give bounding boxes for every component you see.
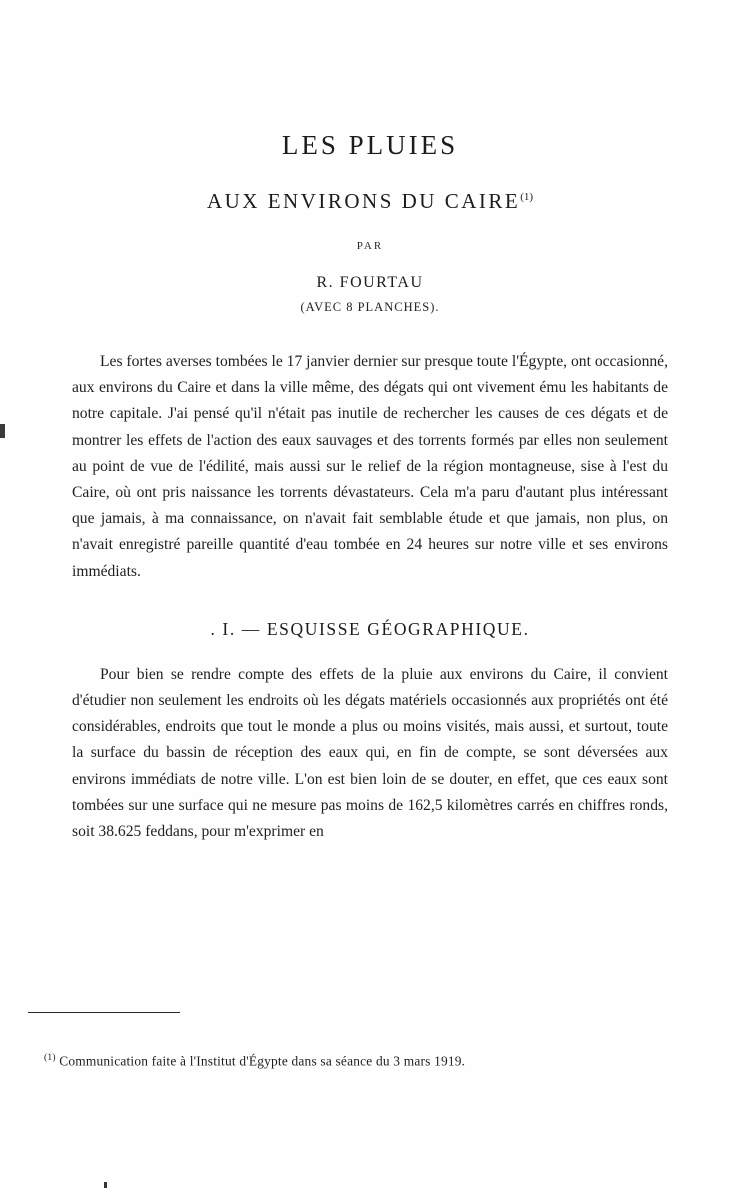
page-title: LES PLUIES — [281, 130, 459, 160]
section-heading: . I. — ESQUISSE GÉOGRAPHIQUE. — [210, 618, 530, 639]
footnote-divider — [28, 1012, 180, 1013]
footnote-marker: (1) — [44, 1053, 56, 1063]
footnote-text: Communication faite à l'Institut d'Égypte dans sa séance du 3 mars 1919. — [59, 1053, 466, 1069]
byline-label: PAR — [356, 240, 384, 252]
footnote-reference-marker: (1) — [520, 191, 534, 203]
page-subtitle-text: AUX ENVIRONS DU CAIRE — [206, 189, 521, 213]
author-name: R. FOURTAU — [316, 274, 424, 291]
page-edge-mark — [0, 424, 5, 438]
section-paragraph: Pour bien se rendre compte des effets de la pluie aux environs du Caire, il convient d'étudier non seulement les endroits où les dégats matériels occasionnés aux propriétés ont été considérables, endroits que tout le monde a plus ou moins visités, mais aussi, et surtout, toute la surface du bassin de réception des eaux qui, en fin de compte, se sont déversées aux environs immédiats de notre ville. L'on est bien loin de se douter, en effet, que ces eaux sont tombées sur une surface qui ne mesure pas moins de 162,5 kilomètres carrés en chiffres ronds, soit 38.625 feddans, pour m'exprimer en — [72, 665, 668, 841]
page-subtitle — [72, 189, 668, 214]
footnote — [44, 1053, 644, 1069]
page-content — [72, 130, 668, 845]
page-bottom-mark — [104, 1182, 107, 1188]
intro-paragraph: Les fortes averses tombées le 17 janvier dernier sur presque toute l'Égypte, ont occasionné, aux environs du Caire et dans la ville même, des dégats qui ont vivement ému les habitants de notre capitale. J'ai pensé qu'il n'était pas inutile de rechercher les causes de ces dégats et de montrer les effets de l'action des eaux sauvages et des torrents formés par elles non seulement au point de vue de l'édilité, mais aussi sur le relief de la région montagneuse, sise à l'est du Caire, où ont pris naissance les torrents dévastateurs. Cela m'a paru d'autant plus intéressant que jamais, à ma connaissance, on n'avait fait semblable étude et que jamais, non plus, on n'avait enregistré pareille quantité d'eau tombée en 24 heures sur notre ville et ses environs immédiats. — [72, 353, 668, 580]
plates-note: (AVEC 8 PLANCHES). — [300, 300, 440, 314]
